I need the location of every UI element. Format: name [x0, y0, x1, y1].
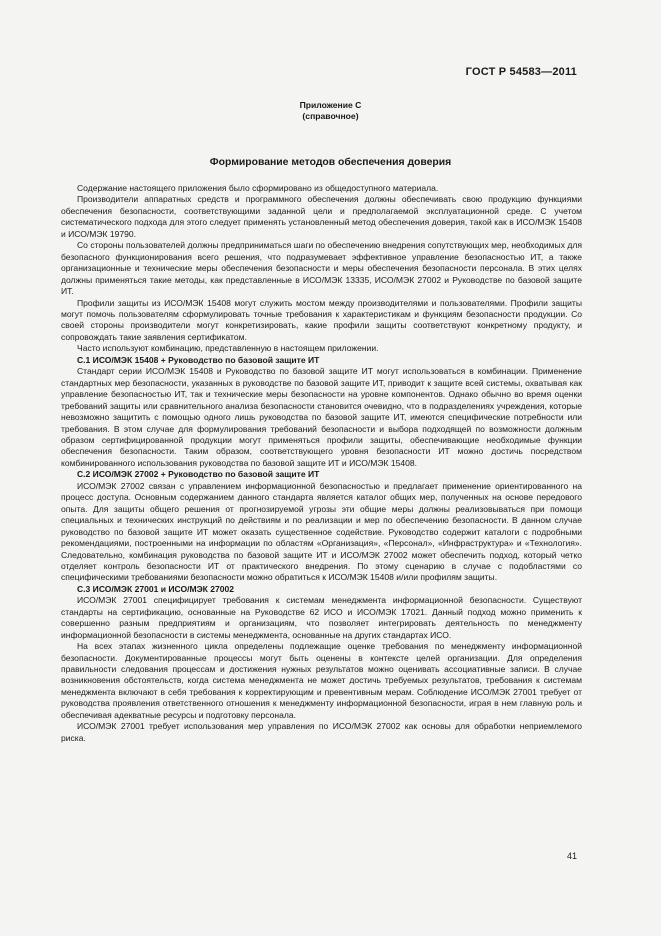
document-header: ГОСТ Р 54583—2011 — [465, 66, 577, 78]
appendix-heading — [0, 100, 661, 122]
paragraph: Производители аппаратных средств и программного обеспечения должны обеспечивать свою продукцию функциями обеспечения безопасности, соответствующими заданной цели и предполагаемой эксплуатационной среде. С учетом систематического подхода для этого следует применять установленный метод обеспечения доверия, такой как в ИСО/МЭК 15408 и ИСО/МЭК 19790. — [61, 194, 582, 239]
subsection-heading: С.3 ИСО/МЭК 27001 и ИСО/МЭК 27002 — [77, 583, 235, 594]
paragraph: Содержание настоящего приложения было сформировано из общедоступного материала. — [77, 183, 439, 193]
paragraph: Профили защиты из ИСО/МЭК 15408 могут служить мостом между производителями и пользователями. Профили защиты могут помочь пользователям сформулировать точные требования к характеристикам и функциям безопасности продукции. Со своей стороны производители могут конкретизировать, какие профили защиты соответствуют конкретному продукту, и сопровождать такие заявления сертификатом. — [61, 297, 582, 342]
appendix-subtitle: (справочное) — [302, 111, 359, 121]
paragraph: ИСО/МЭК 27001 требует использования мер управления по ИСО/МЭК 27002 как основы для обработки неприемлемого риска. — [61, 721, 582, 743]
section-title: Формирование методов обеспечения доверия — [209, 157, 452, 168]
document-body — [61, 183, 582, 744]
paragraph: ИСО/МЭК 27002 связан с управлением информационной безопасностью и предлагает применение ориентированного на процесс доступа. Основным содержанием данного стандарта является каталог общих мер, полученных на основе передового опыта. Для защиты общего решения от прогнозируемой угрозы эти общие меры должны реализовываться при помощи специальных и технических инструкций по действиям и по реализации и мер по обеспечению безопасности. В данном случае руководство по базовой защите ИТ может оказать существенное содействие. Руководство содержит каталоги с подробными рекомендациями, построенными на информации по областям «Организация», «Персонал», «Инфраструктура» и «Технология». Следовательно, комбинация руководства по базовой защите ИТ и ИСО/МЭК 27002 может обеспечить подход, который четко отделяет контроль безопасности ИТ от практического внедрения. По этому сценарию в случае с подобластями со специфическими требованиями безопасности можно обратиться к ИСО/МЭК 15408 и/или профилям защиты. — [61, 480, 582, 583]
paragraph: ИСО/МЭК 27001 специфицирует требования к системам менеджмента информационной безопасности. Существуют стандарты на сертификацию, основанные на Руководстве 62 ИСО и ИСО/МЭК 17021. Данный подход можно применить к совершенно разным предприятиям и организациям, что позволяет интегрировать деятельность по менеджменту информационной безопасности в системы менеджмента, основанные на других стандартах ИСО. — [61, 595, 582, 640]
appendix-title: Приложение С — [299, 100, 362, 110]
subsection-heading: С.1 ИСО/МЭК 15408 + Руководство по базовой защите ИТ — [77, 354, 320, 365]
paragraph: На всех этапах жизненного цикла определены подлежащие оценке требования по менеджменту информационной безопасности. Документированные процессы могут быть оценены в контексте целей организации. Для определения правильности следования процессам и достижения нужных результатов можно оценивать ассоциативные записи. В случае возникновения обстоятельств, когда система менеджмента не может достичь требуемых результатов, требования к системам менеджмента включают в себя требования к корректирующим и превентивным мерам. Соблюдение ИСО/МЭК 27001 требует от руководства проявления ответственного отношения к менеджменту информационной безопасности, играя в нем главную роль и обеспечивая адекватные ресурсы и подготовку персонала. — [61, 641, 582, 720]
subsection-heading: С.2 ИСО/МЭК 27002 + Руководство по базовой защите ИТ — [77, 469, 320, 480]
page-number: 41 — [566, 851, 577, 861]
paragraph: Со стороны пользователей должны предприниматься шаги по обеспечению внедрения сопутствующих мер, необходимых для безопасного функционирования всего решения, что подразумевает эффективное управление безопасностью ИТ, а также организационные и технические меры обеспечения безопасности и меры обеспечения безопасности персонала. В этих целях должны применяться такие методы, как представленные в ИСО/МЭК 13335, ИСО/МЭК 27002 и Руководстве по базовой защите ИТ. — [61, 240, 582, 297]
paragraph: Часто используют комбинацию, представленную в настоящем приложении. — [77, 343, 379, 354]
paragraph: Стандарт серии ИСО/МЭК 15408 и Руководство по базовой защите ИТ могут использоваться в комбинации. Применение стандартных мер безопасности, указанных в руководстве по базовой защите ИТ, приводит к защите всей системы, охватывая как управление безопасностью ИТ, так и технические меры безопасности на уровне компонентов. Однако обычно во время оценки требований защиты или сравнительного анализа безопасности становится очевидно, что в подразделениях учреждения, которые невозможно защитить с помощью одного лишь руководства по базовой защите ИТ, имеются специфические потребности или требования. В этом случае для формулирования требований безопасности и выбора подходящей по возможности должным образом сертифицированной продукции могут применяться профили защиты, обеспечивающие необходимые функции обеспечения безопасности. Таким образом, соответствующего уровня безопасности ИТ можно достичь посредством комбинированного использования руководства по базовой защите ИТ и ИСО/МЭК 15408. — [61, 366, 582, 468]
